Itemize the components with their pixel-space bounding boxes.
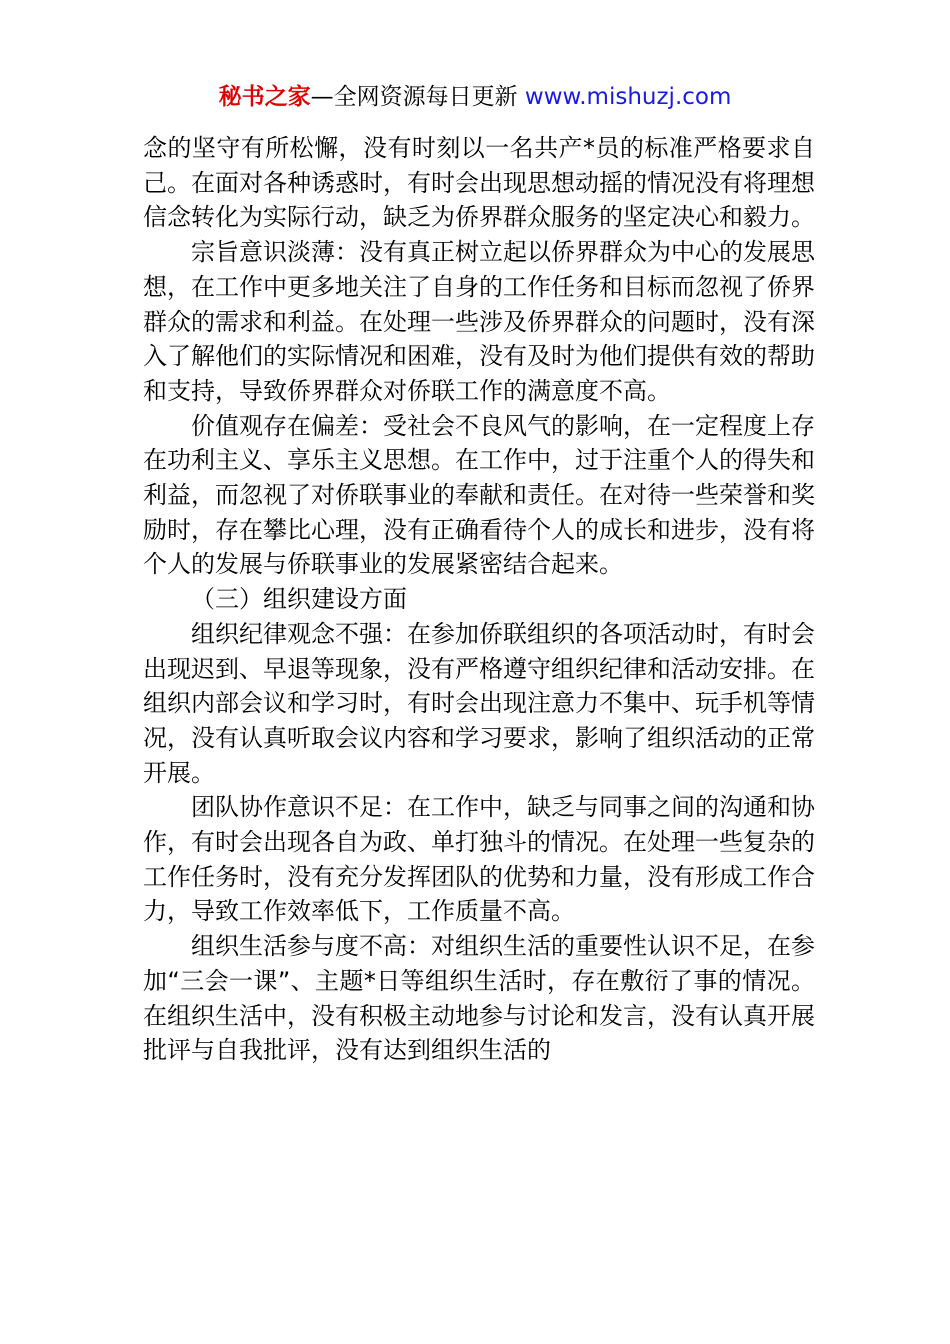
paragraph-purpose-awareness: 宗旨意识淡薄：没有真正树立起以侨界群众为中心的发展思想，在工作中更多地关注了自身的工作任务和目标而忽视了侨界群众的需求和利益。在处理一些涉及侨界群众的问题时，没有深入了解他们的实际情况和困难，没有及时为他们提供有效的帮助和支持，导致侨界群众对侨联工作的满意度不高。 (143, 238, 815, 405)
paragraph-teamwork: 团队协作意识不足：在工作中，缺乏与同事之间的沟通和协作，有时会出现各自为政、单打独斗的情况。在处理一些复杂的工作任务时，没有充分发挥团队的优势和力量，没有形成工作合力，导致工作效率低下，工作质量不高。 (143, 793, 815, 926)
site-url-link[interactable]: www.mishuzj.com (524, 84, 732, 110)
document-body (143, 131, 815, 1068)
section-heading-organization: （三）组织建设方面 (191, 585, 407, 614)
paragraph-continued: 念的坚守有所松懈，没有时刻以一名共产*员的标准严格要求自己。在面对各种诱惑时，有时会出现思想动摇的情况没有将理想信念转化为实际行动，缺乏为侨界群众服务的坚定决心和毅力。 (143, 134, 815, 232)
paragraph-values-deviation: 价值观存在偏差：受社会不良风气的影响，在一定程度上存在功利主义、享乐主义思想。在工作中，过于注重个人的得失和利益，而忽视了对侨联事业的奉献和责任。在对待一些荣誉和奖励时，存在攀比心理，没有正确看待个人的成长和进步，没有将个人的发展与侨联事业的发展紧密结合起来。 (143, 411, 815, 579)
site-brand: 秘书之家 (218, 84, 311, 110)
page-header (0, 82, 950, 112)
paragraph-organization-life: 组织生活参与度不高：对组织生活的重要性认识不足，在参加“三会一课”、主题*日等组织生活时，存在敷衍了事的情况。在组织生活中，没有积极主动地参与讨论和发言，没有认真开展批评与自我批评，没有达到组织生活的 (143, 932, 815, 1065)
paragraph-organization-discipline: 组织纪律观念不强：在参加侨联组织的各项活动时，有时会出现迟到、早退等现象，没有严格遵守组织纪律和活动安排。在组织内部会议和学习时，有时会出现注意力不集中、玩手机等情况，没有认真听取会议内容和学习要求，影响了组织活动的正常开展。 (143, 619, 815, 787)
site-slogan: —全网资源每日更新 (310, 84, 525, 110)
